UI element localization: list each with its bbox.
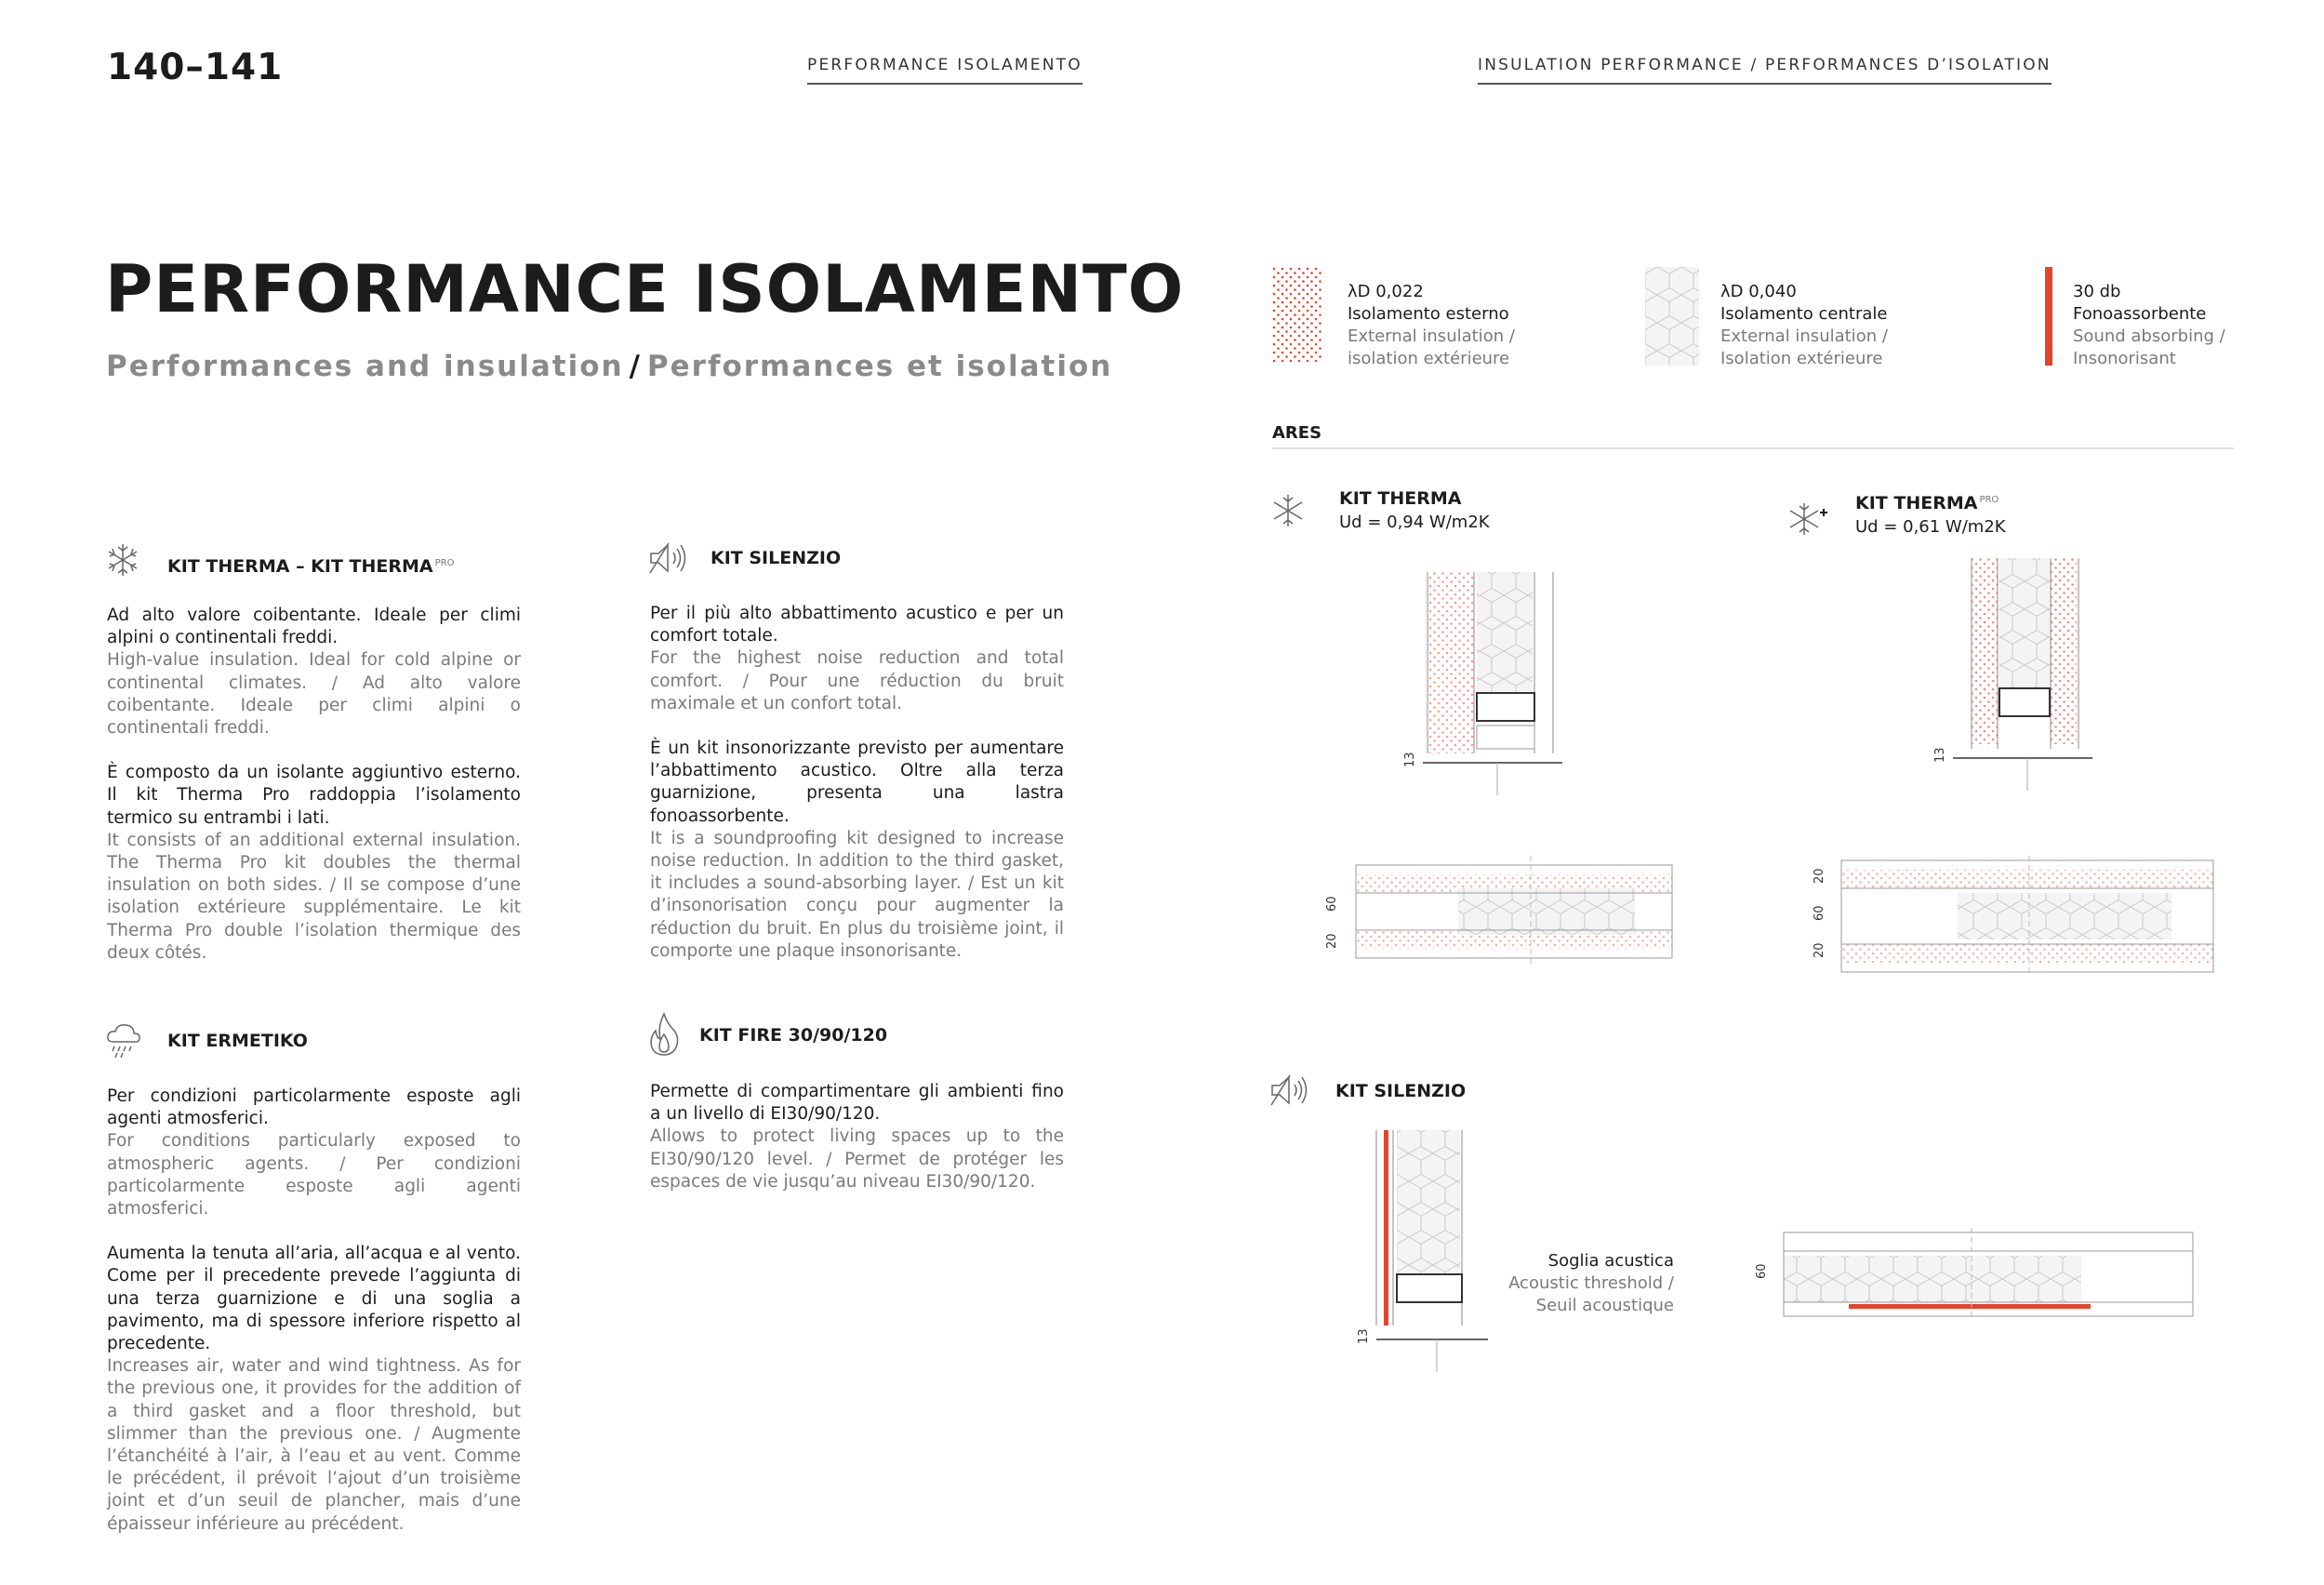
dim-13: 13	[1933, 747, 1947, 763]
kit-silenzio-text: Per il più alto abbattimento acustico e per un comfort totale. For the highest noise reduction and total comfort. / Pour une réduction du bruit maximale et un confort total. È un kit insonorizzante previsto per aumentare l’abbattimento acustico. Oltre alla terza guarnizione, presenta una lastra fonoassorbente. It is a soundproofing kit designed to increase noise reduction. In addition to the third gasket, it includes a sound-absorbing layer. / Est un kit d’insonorisation conçu pour augmenter la réduction du bruit. En plus du troisième joint, il comporte une plaque insonorisante.	[650, 604, 1064, 961]
rain-cloud-icon	[105, 1021, 142, 1059]
snowflake-plus-icon	[1786, 501, 1829, 537]
dim-60: 60	[1325, 896, 1339, 912]
ares-therma-pro-heading: KIT THERMA $^{PRO}$ Ud = 0,61 W/m2K	[1855, 493, 2006, 537]
running-header-right: INSULATION PERFORMANCE / PERFORMANCES D’ISOLATION	[1478, 56, 2052, 85]
legend-swatch-external	[1272, 267, 1322, 362]
running-header-left: PERFORMANCE ISOLAMENTO	[807, 56, 1082, 85]
legend-swatch-sound	[2045, 267, 2052, 366]
legend-central: λD 0,040 Isolamento centrale External insulation / Isolation extérieure	[1720, 282, 1888, 368]
therma-pro-vertical-section	[1916, 553, 2102, 799]
kit-fire-title: KIT FIRE 30/90/120	[699, 1025, 888, 1046]
flame-icon	[648, 1012, 680, 1057]
therma-pro-horizontal-section	[1804, 851, 2223, 985]
dim-20: 20	[1813, 868, 1826, 884]
kit-fire-text: Permette di compartimentare gli ambienti fino a un livello di EI30/90/120. Allows to protect living spaces up to the EI30/90/120 level. / Permet de protéger les espaces de vie jusqu’au niveau EI30/90/120.	[650, 1082, 1064, 1192]
page-title: PERFORMANCE ISOLAMENTO	[105, 251, 1185, 327]
therma-vertical-section	[1395, 567, 1581, 804]
dim-60: 60	[1755, 1263, 1769, 1279]
legend-swatch-central	[1645, 267, 1699, 366]
therma-horizontal-section	[1319, 851, 1681, 976]
kit-ermetiko-text: Per condizioni particolarmente esposte agli agenti atmosferici. For conditions particularly exposed to atmospheric agents. / Per condizioni particolarmente esposte agli agenti atmosferici. Aumenta la tenuta all’aria, all’acqua e al vento. Come per il precedente prevede l’aggiunta di una terza guarnizione e di una soglia a pavimento, ma di spessore inferiore rispetto al precedente. Increases air, water and wind tightness. As for the previous one, it provides for the addition of a third gasket and a floor threshold, but slimmer than the previous one. / Augmente l’étanchéité à l’air, à l’eau et au vent. Comme le précédent, il prévoit l’ajout d’un troisième joint et d’un seuil de plancher, mais d’une épaisseur inférieure au précédent.	[107, 1086, 521, 1534]
dim-13: 13	[1357, 1328, 1371, 1344]
page-numbers: 140–141	[107, 47, 284, 88]
page-subtitle	[106, 350, 1112, 383]
dim-20: 20	[1325, 933, 1339, 949]
kit-ermetiko-title: KIT ERMETIKO	[167, 1031, 308, 1051]
ares-divider	[1272, 447, 2234, 449]
kit-therma-text: Ad alto valore coibentante. Ideale per climi alpini o continentali freddi. High-value insulation. Ideal for cold alpine or continental climates. / Ad alto valore coibentante. Ideale per climi alpini o continentali freddi. È composto da un isolante aggiuntivo esterno. Il kit Therma Pro raddoppia l’isolamento termico su entrambi i lati. It consists of an additional external insulation. The Therma Pro kit doubles the thermal insulation on both sides. / Il se compose d’une isolation extérieure supplémentaire. Le kit Therma Pro double l’isolation thermique des deux côtés.	[107, 606, 521, 963]
subtitle-en: Performances and insulation	[106, 350, 624, 383]
snowflake-icon	[105, 542, 140, 578]
dim-60: 60	[1813, 905, 1826, 921]
acoustic-threshold-label: Soglia acustica Acoustic threshold / Seuil acoustique	[1508, 1251, 1674, 1315]
subtitle-slash: /	[629, 350, 642, 383]
dim-13: 13	[1403, 752, 1417, 767]
silenzio-horizontal-section	[1748, 1223, 2204, 1329]
ares-label: ARES	[1272, 423, 1322, 443]
legend-sound: 30 db Fonoassorbente Sound absorbing / Insonorisant	[2073, 282, 2225, 368]
legend-external: λD 0,022 Isolamento esterno External insulation / isolation extérieure	[1348, 282, 1515, 368]
speaker-icon	[1270, 1074, 1309, 1106]
snowflake-icon	[1270, 493, 1306, 528]
ares-silenzio-heading: KIT SILENZIO	[1335, 1081, 1467, 1101]
speaker-icon	[649, 542, 688, 574]
kit-therma-title: KIT THERMA – KIT THERMA $^{PRO}$	[167, 556, 455, 577]
dim-20: 20	[1813, 942, 1826, 958]
kit-silenzio-title: KIT SILENZIO	[710, 548, 842, 568]
subtitle-fr: Performances et isolation	[646, 350, 1113, 383]
ares-therma-heading: KIT THERMA Ud = 0,94 W/m2K	[1339, 488, 1490, 532]
